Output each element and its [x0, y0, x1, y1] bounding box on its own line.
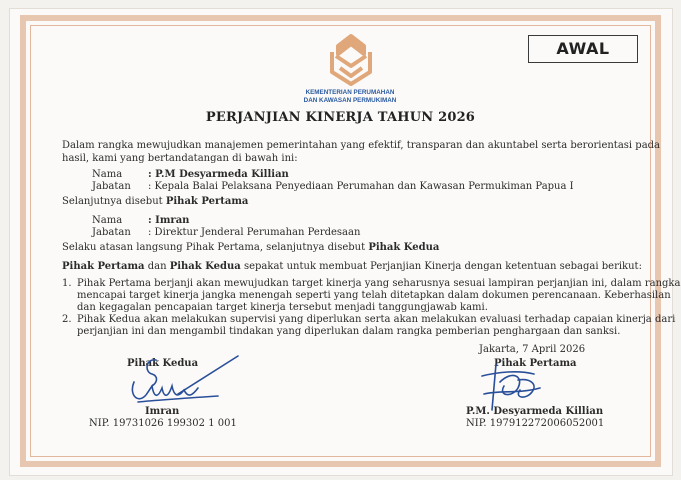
- party2-position-value: : Direktur Jenderal Perumahan Perdesaan: [148, 227, 361, 238]
- left-signatory-nip: NIP. 19731026 199302 1 001: [89, 418, 237, 429]
- left-signature-icon: [118, 352, 243, 410]
- party2-designation-term: Pihak Kedua: [368, 242, 440, 253]
- left-signatory-name: Imran: [145, 406, 180, 417]
- item-2-number: 2.: [62, 314, 72, 325]
- party2-name-value: : Imran: [148, 215, 190, 226]
- agreement-rest: sepakat untuk membuat Perjanjian Kinerja dengan ketentuan sebagai berikut:: [243, 261, 642, 272]
- ministry-name: [280, 89, 420, 104]
- right-signatory-role: Pihak Pertama: [494, 358, 577, 369]
- party1-designation-term: Pihak Pertama: [165, 196, 249, 207]
- party2-designation-prefix: Selaku atasan langsung Pihak Pertama, selanjutnya disebut: [62, 242, 366, 253]
- right-signatory-nip: NIP. 197912272006052001: [466, 418, 605, 429]
- ministry-logo-icon: [318, 32, 384, 88]
- awal-stamp: AWAL: [528, 35, 638, 63]
- place-date: Jakarta, 7 April 2026: [479, 344, 586, 355]
- item-1-number: 1.: [62, 278, 72, 289]
- ministry-name-line1: KEMENTERIAN PERUMAHAN: [305, 89, 395, 96]
- item-1-line-3: dan kegagalan pencapaian target kinerja tersebut menjadi tanggungjawab kami.: [77, 302, 488, 313]
- agreement-statement: [62, 261, 642, 272]
- agreement-party1: Pihak Pertama: [62, 261, 145, 272]
- party1-position-value: : Kepala Balai Pelaksana Penyediaan Perumahan dan Kawasan Permukiman Papua I: [148, 181, 574, 192]
- party2-designation: [62, 242, 439, 253]
- right-signature-icon: [478, 360, 548, 412]
- party1-position-label: Jabatan: [92, 181, 131, 192]
- ministry-name-line2: DAN KAWASAN PERMUKIMAN: [303, 96, 397, 104]
- item-1-line-2: mencapai target kinerja jangka menengah seperti yang telah ditetapkan dalam dokumen perencanaan. Keberhasilan: [77, 290, 671, 301]
- party1-name-label: Nama: [92, 169, 123, 180]
- agreement-dan: dan: [147, 261, 167, 272]
- left-signatory-role: Pihak Kedua: [127, 358, 199, 369]
- party2-position-label: Jabatan: [92, 227, 131, 238]
- party2-name-label: Nama: [92, 215, 123, 226]
- intro-line-1: Dalam rangka mewujudkan manajemen pemerintahan yang efektif, transparan dan akuntabel serta berorientasi pada: [62, 140, 661, 151]
- item-2-line-1: Pihak Kedua akan melakukan supervisi yang diperlukan serta akan melakukan evaluasi terhadap capaian kinerja dari: [77, 314, 676, 325]
- party1-designation-prefix: Selanjutnya disebut: [62, 196, 163, 207]
- party1-name-value: : P.M Desyarmeda Killian: [148, 169, 289, 180]
- document-title: PERJANJIAN KINERJA TAHUN 2026: [205, 110, 476, 125]
- party1-designation: [62, 196, 248, 207]
- intro-line-2: hasil, kami yang bertandatangan di bawah ini:: [62, 153, 298, 164]
- item-2-line-2: perjanjian ini dan mengambil tindakan yang diperlukan dalam rangka pemberian penghargaan dan sanksi.: [77, 326, 621, 337]
- agreement-party2: Pihak Kedua: [169, 261, 241, 272]
- right-signatory-name: P.M. Desyarmeda Killian: [466, 406, 604, 417]
- item-1-line-1: Pihak Pertama berjanji akan mewujudkan target kinerja yang seharusnya sesuai lampiran perjanjian ini, dalam rangka: [77, 278, 681, 289]
